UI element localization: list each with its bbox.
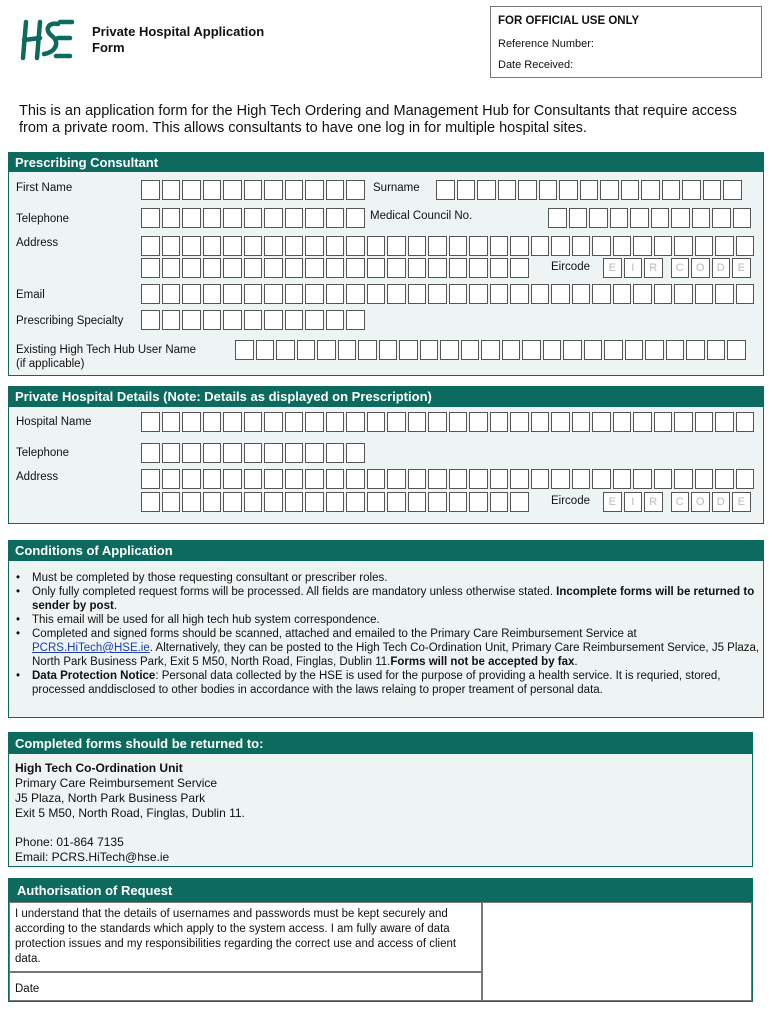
eircode-cell: R [644,492,663,512]
signature-box[interactable] [482,902,752,1001]
return-address-line: Exit 5 M50, North Road, Finglas, Dublin 11. [15,806,245,820]
pcrs-email-link[interactable]: PCRS.HiTech@HSE.ie [32,642,150,654]
eircode-cell: C [671,492,690,512]
hospital-telephone-input[interactable] [141,443,367,463]
form-title [92,24,264,56]
conditions-header: Conditions of Application [8,540,764,561]
date-received-label: Date Received: [498,59,574,71]
return-email: Email: PCRS.HiTech@hse.ie [15,850,170,864]
eircode-cell: E [603,258,622,278]
eircode-cell: E [732,492,751,512]
eircode-cell: D [712,258,731,278]
hospital-address-line1-input[interactable] [141,469,756,489]
surname-label: Surname [373,182,420,194]
telephone-label: Telephone [16,213,70,225]
reference-number-label: Reference Number: [498,38,594,50]
existing-user-label-line2: (if applicable) [16,358,85,370]
return-phone: Phone: 01-864 7135 [15,835,124,849]
condition-item: • Data Protection Notice: Personal data collected by the HSE is used for the purpose of providing a health service. It is requried, stored, processed anddisclosed to other bodies in accordance with the laws relaing to proper treament of personal data. [10,669,760,697]
specialty-input[interactable] [141,310,367,330]
condition-item: • Only fully completed request forms will be processed. All fields are mandatory unless otherwise stated. Incomplete forms will be returned to sender by post. [10,585,760,613]
existing-user-label-line1: Existing High Tech Hub User Name [16,344,197,356]
intro-text: This is an application form for the High Tech Ordering and Management Hub for Consultants that require access from a private room. This allows consultants to have one log in for multiple hospital sites. [19,103,737,136]
eircode-label: Eircode [551,261,590,273]
specialty-label: Prescribing Specialty [16,315,124,327]
email-label: Email [16,289,45,301]
return-address-header: Completed forms should be returned to: [8,732,753,754]
return-address-line: J5 Plaza, North Park Business Park [15,791,206,805]
eircode-cell: D [712,492,731,512]
address-line2-input[interactable] [141,258,531,278]
hospital-name-input[interactable] [141,412,756,432]
eircode-cell: E [732,258,751,278]
official-use-title: FOR OFFICIAL USE ONLY [498,15,640,27]
eircode-cell: R [644,258,663,278]
condition-item: • This email will be used for all high tech hub system correspondence. [10,613,760,627]
conditions-list [10,571,760,697]
return-address-block [15,761,245,865]
address-line1-input[interactable] [141,236,756,256]
hospital-telephone-label: Telephone [16,447,70,459]
email-input[interactable] [141,284,756,304]
official-use-box [490,6,762,78]
eircode-cell: I [624,492,643,512]
hospital-name-label: Hospital Name [16,416,92,428]
first-name-input[interactable] [141,180,367,200]
form-title-line2: Form [92,40,125,55]
return-address-line: Primary Care Reimbursement Service [15,776,218,790]
hse-logo [20,18,76,62]
form-title-line1: Private Hospital Application [92,24,265,39]
medical-council-label: Medical Council No. [370,210,473,222]
date-label: Date [15,983,40,995]
eircode-input[interactable] [603,258,753,278]
address-label: Address [16,237,59,249]
medical-council-input[interactable] [548,208,753,228]
eircode-cell: O [691,492,710,512]
prescribing-consultant-header: Prescribing Consultant [8,152,764,172]
hospital-details-header: Private Hospital Details (Note: Details as displayed on Prescription) [8,386,764,407]
return-unit-name: High Tech Co-Ordination Unit [15,761,183,775]
hospital-address-line2-input[interactable] [141,492,531,512]
telephone-input[interactable] [141,208,367,228]
authorisation-statement: I understand that the details of usernames and passwords must be kept securely and according to the standards which apply to the system access. I am fully aware of data protection issues and my responsibilities regarding the correct use and access of client data. [9,902,482,972]
condition-item: • Completed and signed forms should be scanned, attached and emailed to the Primary Care Reimbursement Service at PCRS.HiTech@HSE.ie. Alternatively, they can be posted to the High Tech Co-Ordination Unit, Primary Care Reimbursement Service, J5 Plaza, North Park Business Park, Exit 5 M50, North Road, Finglas, Dublin 11.Forms will not be accepted by fax. [10,627,760,669]
eircode-cell: E [603,492,622,512]
authorisation-header: Authorisation of Request [8,878,753,902]
date-field[interactable] [9,972,482,1001]
eircode-cell: O [691,258,710,278]
eircode-cell: I [624,258,643,278]
condition-item: • Must be completed by those requesting consultant or prescriber roles. [10,571,760,585]
eircode-cell: C [671,258,690,278]
existing-user-label [16,343,196,371]
first-name-label: First Name [16,182,73,194]
hospital-eircode-label: Eircode [551,495,590,507]
existing-user-input[interactable] [235,340,748,360]
hospital-address-label: Address [16,471,59,483]
surname-input[interactable] [436,180,744,200]
hospital-eircode-input[interactable] [603,492,753,512]
